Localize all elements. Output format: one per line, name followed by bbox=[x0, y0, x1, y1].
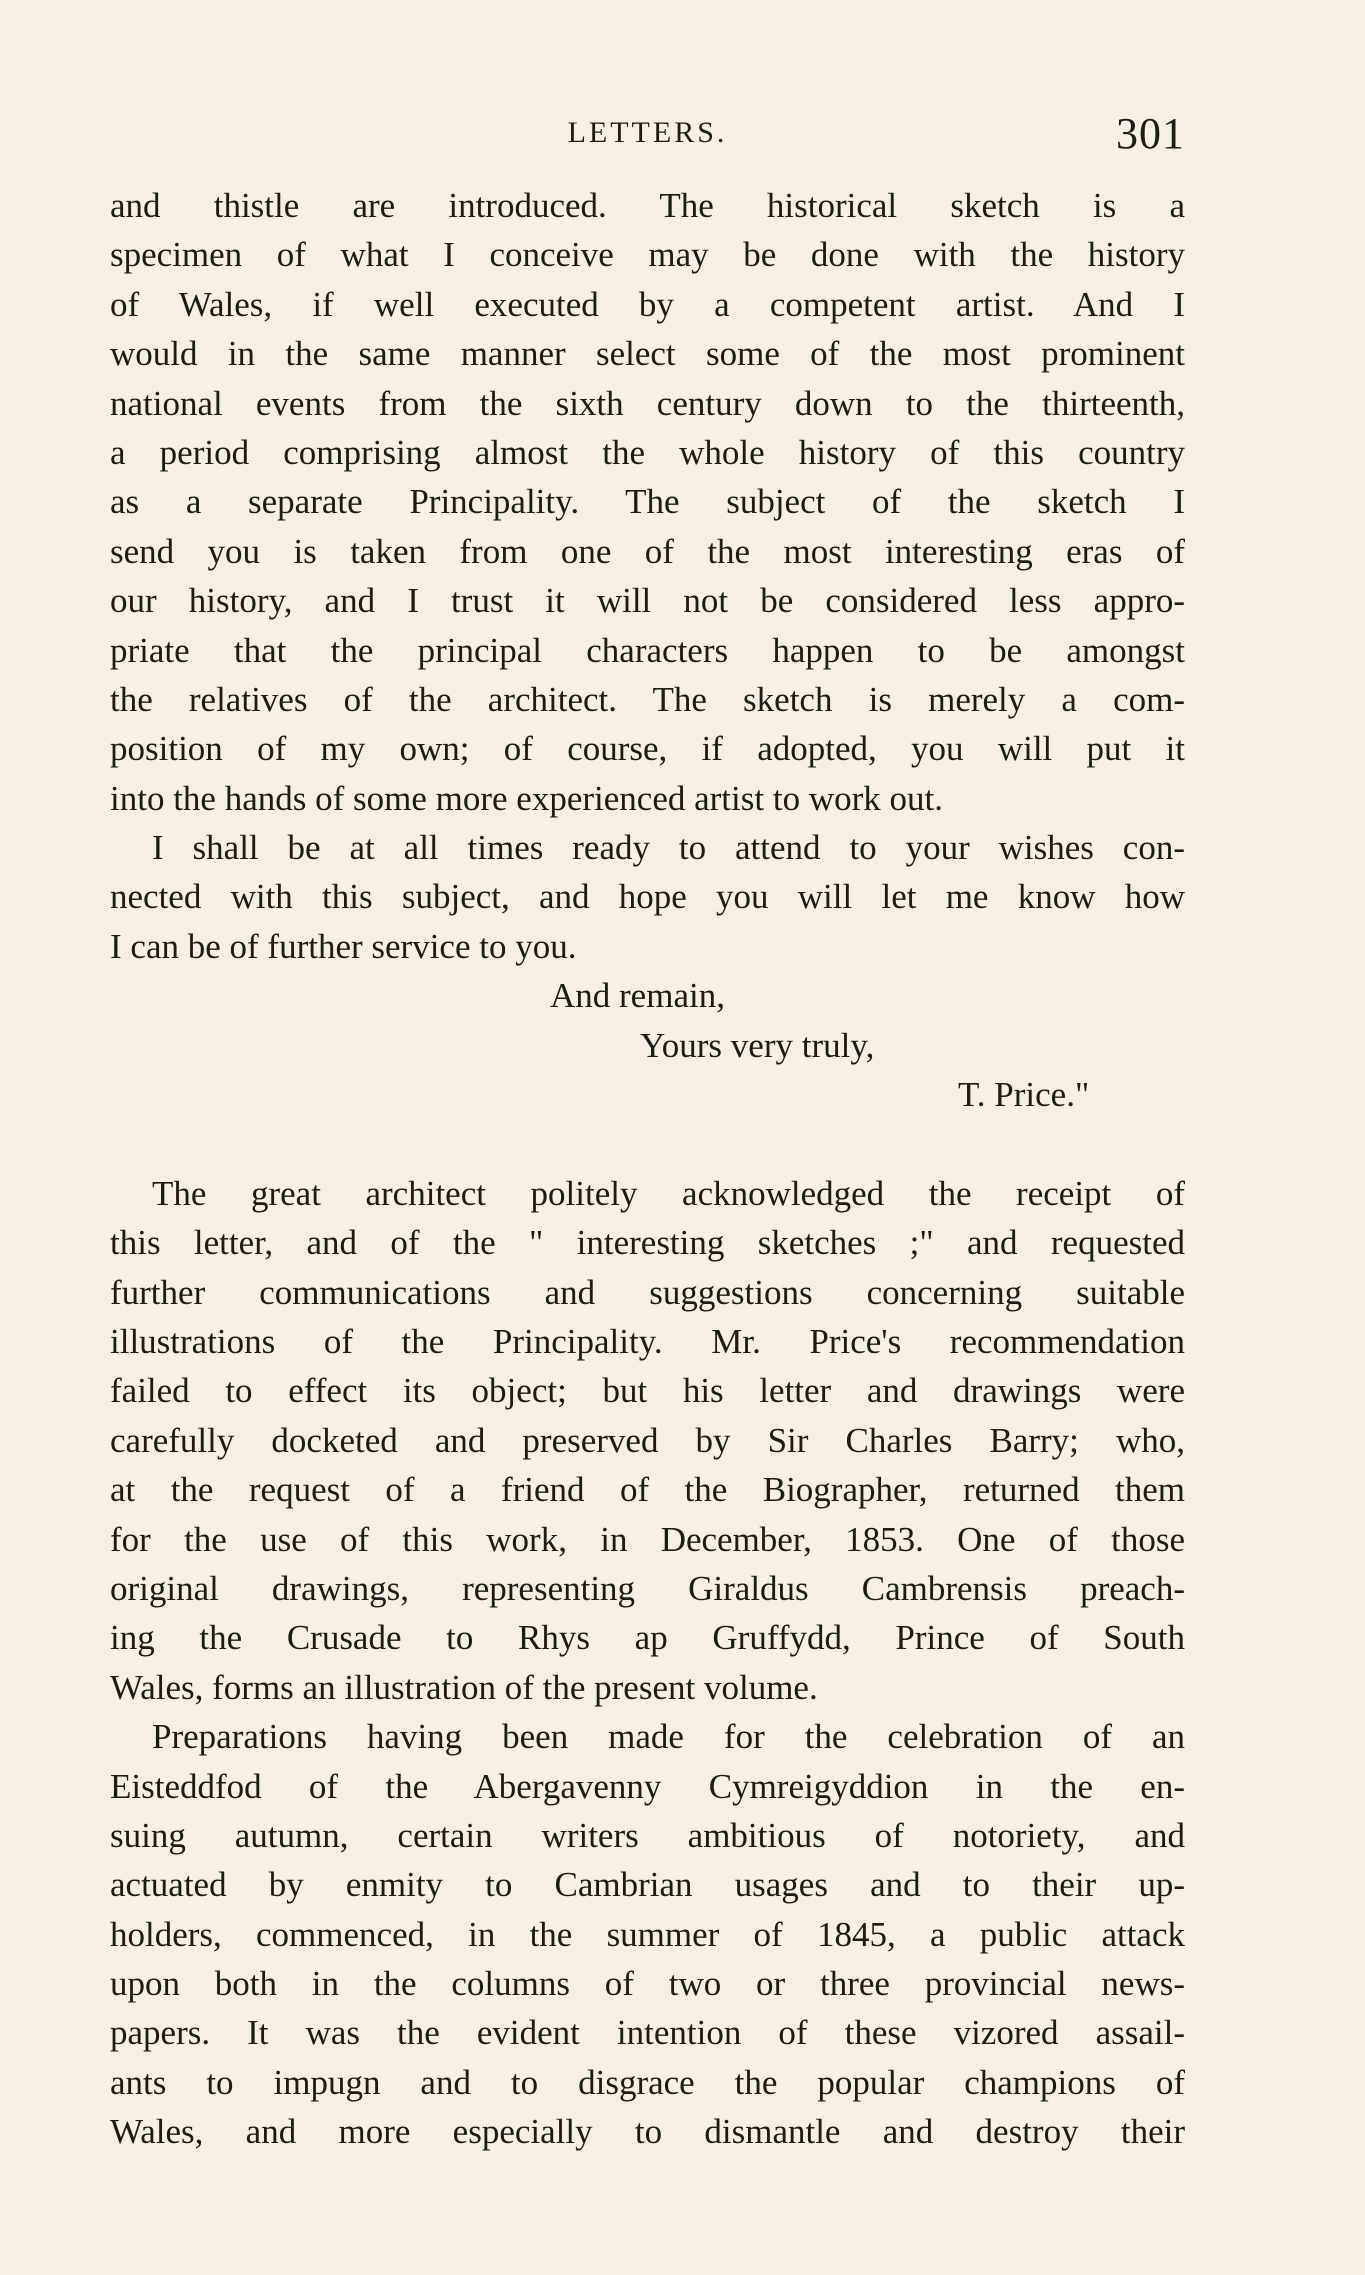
text-line: The great architect politely acknowledged the receipt of bbox=[152, 1173, 1185, 1213]
text-line: further communications and suggestions concerning suitable bbox=[110, 1272, 1185, 1312]
page-number: 301 bbox=[1116, 109, 1185, 158]
text-line: actuated by enmity to Cambrian usages and to their up- bbox=[110, 1865, 1185, 1905]
text-line: send you is taken from one of the most interesting eras of bbox=[110, 531, 1185, 571]
text-line: at the request of a friend of the Biographer, returned them bbox=[110, 1470, 1185, 1510]
text-line: a period comprising almost the whole history of this country bbox=[110, 432, 1185, 472]
letter-paragraph-continued bbox=[110, 181, 1185, 823]
text-line: upon both in the columns of two or three provincial news- bbox=[110, 1964, 1185, 2004]
text-line: nected with this subject, and hope you will let me know how bbox=[110, 877, 1185, 917]
paragraph-gap bbox=[110, 1119, 1185, 1168]
text-line: this letter, and of the " interesting sketches ;" and requested bbox=[110, 1223, 1185, 1263]
text-line: and thistle are introduced. The historical sketch is a bbox=[110, 186, 1185, 225]
letter-valediction bbox=[110, 971, 1185, 1119]
closing-signature: T. Price." bbox=[958, 1075, 1090, 1115]
text-line: of Wales, if well executed by a competent artist. And I bbox=[110, 284, 1185, 324]
text-line: suing autumn, certain writers ambitious of notoriety, and bbox=[110, 1815, 1185, 1855]
text-line: position of my own; of course, if adopted, you will put it bbox=[110, 729, 1185, 769]
text-line: priate that the principal characters happen to be amongst bbox=[110, 630, 1185, 670]
text-line: illustrations of the Principality. Mr. Price's recommendation bbox=[110, 1321, 1185, 1361]
text-line: papers. It was the evident intention of these vizored assail- bbox=[110, 2013, 1185, 2053]
text-line: ants to impugn and to disgrace the popular champions of bbox=[110, 2062, 1185, 2102]
text-line: our history, and I trust it will not be considered less appro- bbox=[110, 581, 1185, 621]
text-line: specimen of what I conceive may be done with the history bbox=[110, 235, 1185, 275]
text-line: I shall be at all times ready to attend to your wishes con- bbox=[152, 828, 1185, 868]
page-body bbox=[110, 181, 1185, 2157]
text-line: Wales, forms an illustration of the present volume. bbox=[110, 1667, 818, 1707]
closing-remain: And remain, bbox=[550, 976, 725, 1016]
letter-paragraph-closing bbox=[110, 823, 1185, 971]
text-line: into the hands of some more experienced artist to work out. bbox=[110, 778, 943, 818]
page-header bbox=[110, 108, 1185, 168]
text-line: ing the Crusade to Rhys ap Gruffydd, Prince of South bbox=[110, 1618, 1185, 1658]
text-line: carefully docketed and preserved by Sir Charles Barry; who, bbox=[110, 1420, 1185, 1460]
text-line: as a separate Principality. The subject of the sketch I bbox=[110, 482, 1185, 522]
text-line: original drawings, representing Giraldus Cambrensis preach- bbox=[110, 1568, 1185, 1608]
text-line: the relatives of the architect. The sketch is merely a com- bbox=[110, 679, 1185, 719]
text-line: holders, commenced, in the summer of 1845, a public attack bbox=[110, 1914, 1185, 1954]
text-line: Wales, and more especially to dismantle and destroy their bbox=[110, 2112, 1185, 2152]
text-line: would in the same manner select some of the most prominent bbox=[110, 334, 1185, 374]
narrative-paragraph-1 bbox=[110, 1169, 1185, 1712]
closing-yours: Yours very truly, bbox=[640, 1025, 875, 1065]
running-head: LETTERS. bbox=[567, 116, 728, 149]
text-line: Preparations having been made for the celebration of an bbox=[152, 1717, 1185, 1757]
text-line: failed to effect its object; but his letter and drawings were bbox=[110, 1371, 1185, 1411]
narrative-paragraph-2 bbox=[110, 1712, 1185, 2157]
text-line: for the use of this work, in December, 1853. One of those bbox=[110, 1519, 1185, 1559]
text-line: I can be of further service to you. bbox=[110, 926, 577, 966]
text-line: national events from the sixth century down to the thirteenth, bbox=[110, 383, 1185, 423]
text-line: Eisteddfod of the Abergavenny Cymreigyddion in the en- bbox=[110, 1766, 1185, 1806]
